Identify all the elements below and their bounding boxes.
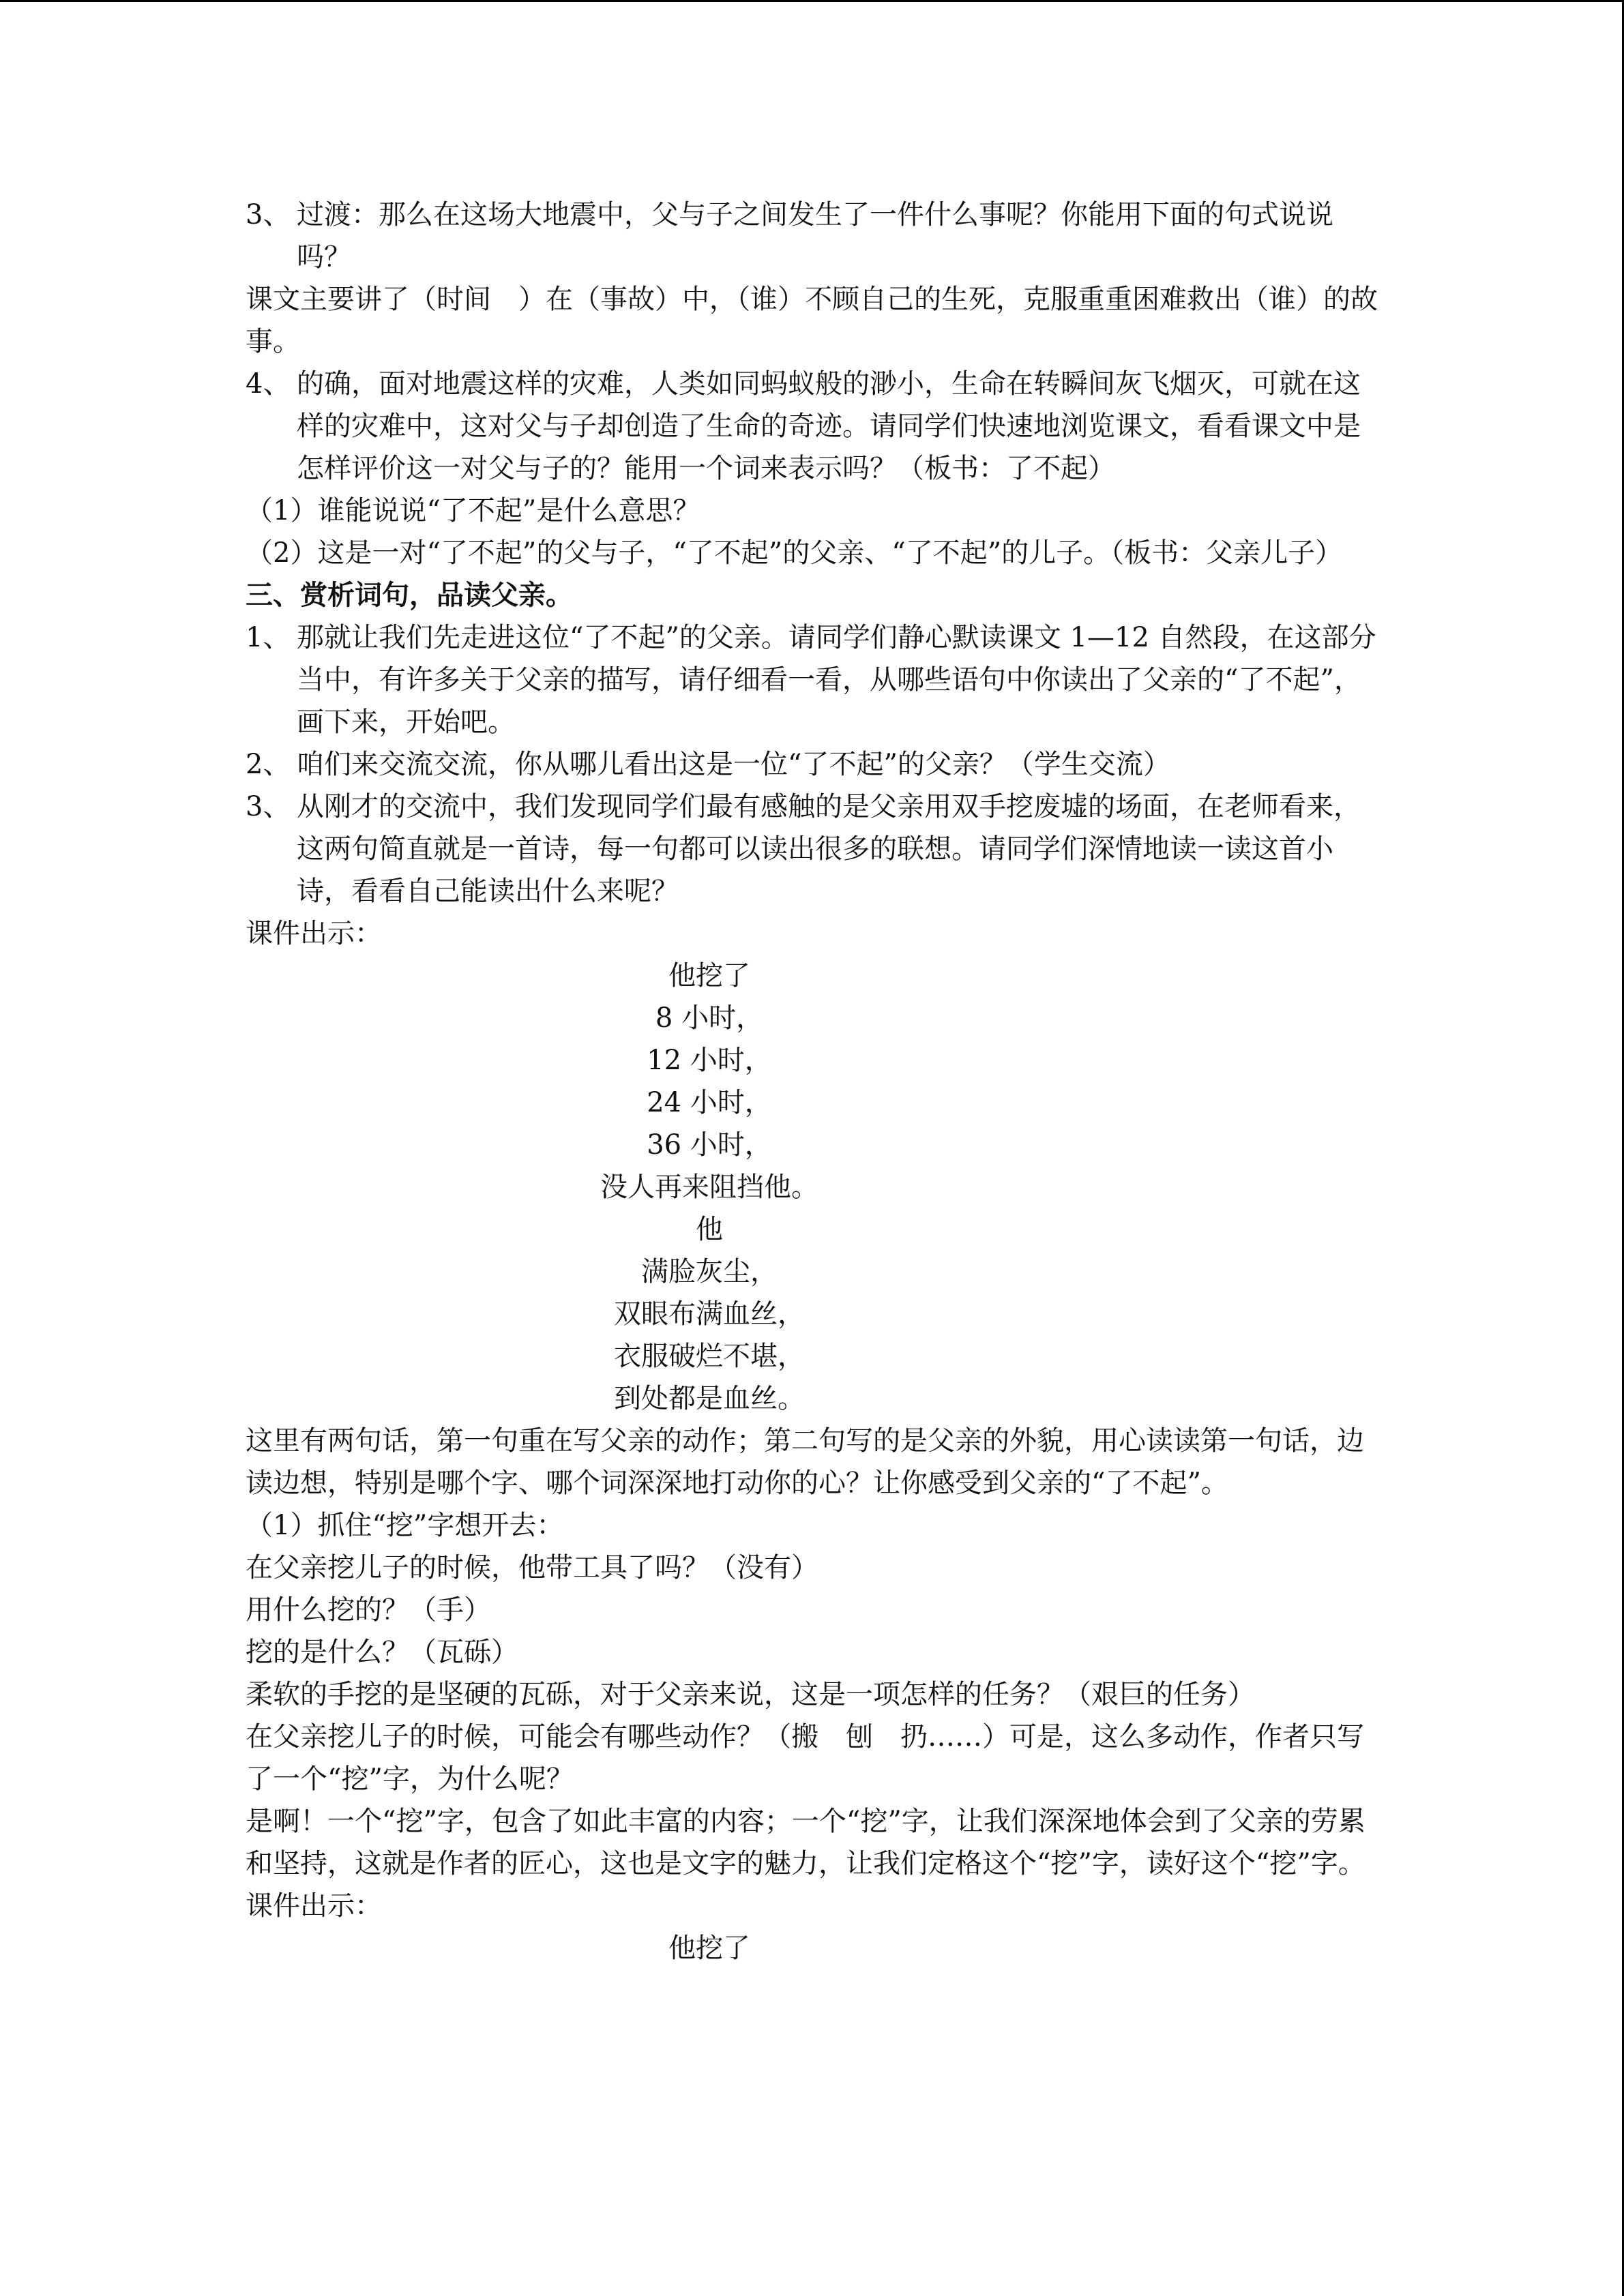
paragraph: 课件出示： xyxy=(246,1890,382,1922)
paragraph: 柔软的手挖的是坚硬的瓦砾，对于父亲来说，这是一项怎样的任务？（艰巨的任务） xyxy=(246,1679,1255,1710)
numbered-paragraph xyxy=(246,363,1378,490)
item-text: 从刚才的交流中，我们发现同学们最有感触的是父亲用双手挖废墟的场面，在老师看来，这两句简直就是一首诗，每一句都可以读出很多的联想。请同学们深情地读一读这首小诗，看看自己能读出什么来呢？ xyxy=(297,791,1361,907)
document-page xyxy=(246,194,1378,1969)
page-top-border xyxy=(0,0,1624,2)
numbered-paragraph xyxy=(246,616,1378,743)
poem-line: 24 小时， xyxy=(647,1087,772,1118)
item-number: 3、 xyxy=(246,199,291,230)
item-number: 3、 xyxy=(246,791,291,822)
numbered-paragraph xyxy=(246,194,1378,278)
poem-line: 满脸灰尘， xyxy=(641,1256,778,1287)
item-number: 4、 xyxy=(246,368,291,400)
poem-line: 36 小时， xyxy=(647,1129,772,1161)
paragraph: （1）谁能说说“了不起”是什么意思？ xyxy=(246,495,700,526)
item-text: 那就让我们先走进这位“了不起”的父亲。请同学们静心默读课文 1—12 自然段，在这部分当中，有许多关于父亲的描写，请仔细看一看，从哪些语句中你读出了父亲的“了不起”，画下来，开始吧。 xyxy=(297,622,1376,738)
paragraph: 用什么挖的？（手） xyxy=(246,1594,491,1626)
item-text: 咱们来交流交流，你从哪儿看出这是一位“了不起”的父亲？（学生交流） xyxy=(297,749,1170,780)
paragraph: 这里有两句话，第一句重在写父亲的动作；第二句写的是父亲的外貌，用心读读第一句话，边读边想，特别是哪个字、哪个词深深地打动你的心？让你感受到父亲的“了不起”。 xyxy=(246,1425,1364,1499)
poem-line: 他挖了 xyxy=(668,1933,750,1964)
paragraph: （2）这是一对“了不起”的父与子，“了不起”的父亲、“了不起”的儿子。（板书：父亲儿子） xyxy=(246,537,1343,569)
poem-line: 到处都是血丝。 xyxy=(614,1383,805,1414)
poem-line: 8 小时， xyxy=(655,1002,764,1034)
poem-line: 双眼布满血丝， xyxy=(614,1298,805,1330)
section-heading: 三、赏析词句，品读父亲。 xyxy=(246,579,573,611)
paragraph: 课件出示： xyxy=(246,918,382,949)
item-number: 2、 xyxy=(246,749,291,780)
paragraph: （1）抓住“挖”字想开去： xyxy=(246,1510,564,1541)
poem-line: 他挖了 xyxy=(668,960,750,992)
paragraph: 是啊！一个“挖”字，包含了如此丰富的内容；一个“挖”字，让我们深深地体会到了父亲的劳累和坚持，这就是作者的匠心，这也是文字的魅力，让我们定格这个“挖”字，读好这个“挖”字。 xyxy=(246,1806,1365,1879)
paragraph: 在父亲挖儿子的时候，他带工具了吗？（没有） xyxy=(246,1552,818,1583)
poem-line: 没人再来阻挡他。 xyxy=(600,1172,818,1203)
courseware-poem xyxy=(246,1927,1378,1969)
poem-line: 12 小时， xyxy=(647,1045,772,1076)
item-text: 的确，面对地震这样的灾难，人类如同蚂蚁般的渺小，生命在转瞬间灰飞烟灭，可就在这样的灾难中，这对父与子却创造了生命的奇迹。请同学们快速地浏览课文，看看课文中是怎样评价这一对父与子的？能用一个词来表示吗？（板书：了不起） xyxy=(297,368,1361,484)
paragraph: 在父亲挖儿子的时候，可能会有哪些动作？（搬 刨 扔……）可是，这么多动作，作者只写了一个“挖”字，为什么呢？ xyxy=(246,1721,1364,1795)
item-number: 1、 xyxy=(246,622,291,653)
numbered-paragraph xyxy=(246,743,1378,786)
poem-line: 他 xyxy=(696,1214,723,1245)
numbered-paragraph xyxy=(246,786,1378,912)
item-text: 过渡：那么在这场大地震中，父与子之间发生了一件什么事呢？你能用下面的句式说说吗？ xyxy=(297,199,1333,273)
poem-line: 衣服破烂不堪， xyxy=(614,1341,805,1372)
paragraph: 挖的是什么？（瓦砾） xyxy=(246,1637,518,1668)
courseware-poem xyxy=(246,955,1378,1420)
paragraph: 课文主要讲了（时间 ）在（事故）中，（谁）不顾自己的生死，克服重重困难救出（谁）的故事。 xyxy=(246,284,1378,357)
